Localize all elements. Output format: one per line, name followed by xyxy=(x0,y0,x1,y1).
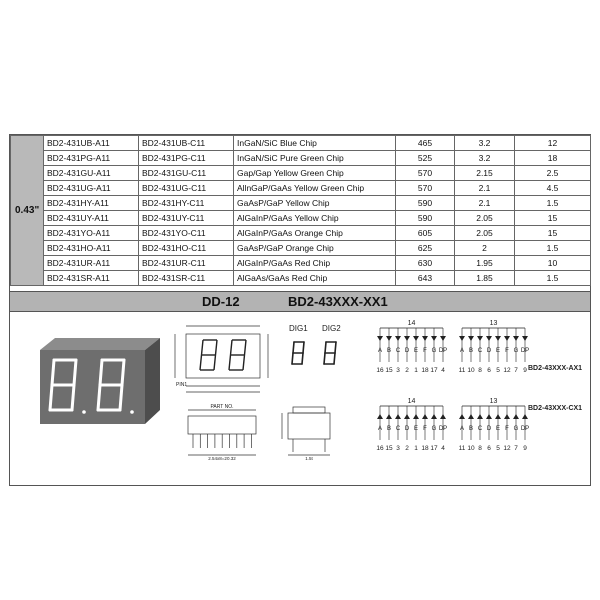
segment xyxy=(302,353,303,364)
segment xyxy=(52,360,54,385)
table-row xyxy=(11,271,591,286)
diode-symbol xyxy=(404,336,410,341)
segment xyxy=(202,340,204,355)
chip-material: AllnGaP/GaAs Yellow Green Chip xyxy=(234,181,396,196)
part-number-anode: BD2-431YO-A11 xyxy=(44,226,139,241)
segment-letter: E xyxy=(495,348,501,354)
segment xyxy=(216,340,218,355)
segment xyxy=(120,385,122,410)
intensity-cell: 1.5 xyxy=(515,241,591,256)
segment-letter: DP xyxy=(520,348,530,354)
diode-symbol xyxy=(513,336,519,341)
chip-material: AlGaAs/GaAs Red Chip xyxy=(234,271,396,286)
drawing-svg xyxy=(10,312,590,485)
pin-number: 1 xyxy=(414,367,418,374)
pin-number: 11 xyxy=(458,367,466,374)
forward-voltage-cell: 2.15 xyxy=(455,166,515,181)
segment-letter: B xyxy=(386,426,392,432)
pin-number: 10 xyxy=(467,445,475,452)
forward-voltage-cell: 1.95 xyxy=(455,256,515,271)
segment xyxy=(292,353,293,364)
forward-voltage-cell: 2.05 xyxy=(455,226,515,241)
segment-letter: G xyxy=(431,426,437,432)
intensity-cell: 2.5 xyxy=(515,166,591,181)
intensity-cell: 15 xyxy=(515,226,591,241)
side-view-drawing xyxy=(282,407,330,455)
segment xyxy=(324,353,325,364)
diode-symbol xyxy=(477,414,483,419)
wavelength-cell: 525 xyxy=(396,151,455,166)
diode-symbol xyxy=(431,336,437,341)
part-number-cathode: BD2-431PG-C11 xyxy=(139,151,234,166)
table-row xyxy=(11,181,591,196)
common-cathode-label: BD2-43XXX-CX1 xyxy=(528,405,583,412)
pin-number: 1 xyxy=(414,445,418,452)
pin-number: 2 xyxy=(405,367,409,374)
series-code: BD2-43XXX-XX1 xyxy=(288,294,388,309)
part-number-cathode: BD2-431UR-C11 xyxy=(139,256,234,271)
segment xyxy=(303,342,304,353)
decimal-point xyxy=(82,410,86,414)
segment-letter: C xyxy=(477,426,483,432)
thickness-dim: 1.5t xyxy=(305,456,313,461)
part-no-label: PART NO. xyxy=(210,404,234,410)
wavelength-cell: 570 xyxy=(396,166,455,181)
part-number-cathode: BD2-431HY-C11 xyxy=(139,196,234,211)
intensity-cell: 18 xyxy=(515,151,591,166)
segment-letter: E xyxy=(413,348,419,354)
diode-symbol xyxy=(440,336,446,341)
pin-number: 3 xyxy=(396,445,400,452)
segment xyxy=(334,353,335,364)
segment xyxy=(214,355,216,370)
intensity-cell: 1.5 xyxy=(515,271,591,286)
segment xyxy=(74,360,76,385)
segment xyxy=(122,360,124,385)
pitch-dim: 2.54x8=20.32 xyxy=(208,456,236,461)
pin-number: 6 xyxy=(487,367,491,374)
pin-number: 5 xyxy=(496,367,500,374)
segment-letter: D xyxy=(404,348,410,354)
segment-letter: G xyxy=(513,426,519,432)
forward-voltage-cell: 2.05 xyxy=(455,211,515,226)
part-number-cathode: BD2-431UG-C11 xyxy=(139,181,234,196)
segment xyxy=(98,385,100,410)
part-number-anode: BD2-431UY-A11 xyxy=(44,211,139,226)
segment-letter: DP xyxy=(438,348,448,354)
chip-material: AlGaInP/GaAs Red Chip xyxy=(234,256,396,271)
pin-number: 9 xyxy=(523,445,527,452)
forward-voltage-cell: 2.1 xyxy=(455,181,515,196)
pin-number: 12 xyxy=(503,367,511,374)
pin-number: 9 xyxy=(523,367,527,374)
diode-symbol xyxy=(431,414,437,419)
segment xyxy=(231,340,233,355)
table-row xyxy=(11,196,591,211)
wavelength-cell: 630 xyxy=(396,256,455,271)
segment-letter: C xyxy=(395,348,401,354)
wavelength-cell: 465 xyxy=(396,136,455,151)
pin-number: 7 xyxy=(514,367,518,374)
diode-symbol xyxy=(422,336,428,341)
part-number-cathode: BD2-431UB-C11 xyxy=(139,136,234,151)
chip-material: AlGaInP/GaAs Orange Chip xyxy=(234,226,396,241)
segment-letter: A xyxy=(377,348,383,354)
common-pin-label: 13 xyxy=(489,398,498,405)
diode-symbol xyxy=(468,336,474,341)
table-row xyxy=(11,226,591,241)
segment-letter: DP xyxy=(520,426,530,432)
segment-letter: F xyxy=(423,426,427,432)
pin-number: 15 xyxy=(385,367,393,374)
circuit-diagram xyxy=(376,398,447,452)
segment-letter: D xyxy=(404,426,410,432)
pin-number: 8 xyxy=(478,445,482,452)
diode-symbol xyxy=(413,336,419,341)
diode-symbol xyxy=(522,414,528,419)
segment-letter: B xyxy=(468,426,474,432)
common-pin-label: 14 xyxy=(407,398,416,405)
pin-number: 16 xyxy=(376,445,384,452)
pin-number: 18 xyxy=(421,367,429,374)
table-row xyxy=(11,136,591,151)
diode-symbol xyxy=(504,336,510,341)
common-pin-label: 13 xyxy=(489,320,498,327)
diode-symbol xyxy=(413,414,419,419)
diode-symbol xyxy=(504,414,510,419)
segment xyxy=(245,340,247,355)
chip-material: GaAsP/GaP Yellow Chip xyxy=(234,196,396,211)
pin-number: 2 xyxy=(405,445,409,452)
part-number-cathode: BD2-431UY-C11 xyxy=(139,211,234,226)
part-number-anode: BD2-431SR-A11 xyxy=(44,271,139,286)
part-number-cathode: BD2-431GU-C11 xyxy=(139,166,234,181)
circuit-diagrams xyxy=(376,320,529,452)
wavelength-cell: 590 xyxy=(396,196,455,211)
segment-letter: F xyxy=(423,348,427,354)
diode-symbol xyxy=(395,414,401,419)
diode-symbol xyxy=(404,414,410,419)
diode-symbol xyxy=(395,336,401,341)
table-row xyxy=(11,151,591,166)
diode-symbol xyxy=(486,336,492,341)
segment-letter: A xyxy=(459,426,465,432)
part-number-cathode: BD2-431SR-C11 xyxy=(139,271,234,286)
part-number-anode: BD2-431PG-A11 xyxy=(44,151,139,166)
circuit-diagram xyxy=(459,320,530,374)
part-number-anode: BD2-431UB-A11 xyxy=(44,136,139,151)
part-number-anode: BD2-431UG-A11 xyxy=(44,181,139,196)
diode-symbol xyxy=(495,336,501,341)
segment-letter: C xyxy=(395,426,401,432)
diode-symbol xyxy=(386,336,392,341)
common-pin-label: 14 xyxy=(407,320,416,327)
part-number-anode: BD2-431HO-A11 xyxy=(44,241,139,256)
segment-letter: D xyxy=(486,426,492,432)
pin-number: 6 xyxy=(487,445,491,452)
wavelength-cell: 570 xyxy=(396,181,455,196)
drawing-area xyxy=(10,312,590,485)
chip-material: Gap/Gap Yellow Green Chip xyxy=(234,166,396,181)
part-number-anode: BD2-431GU-A11 xyxy=(44,166,139,181)
wavelength-cell: 590 xyxy=(396,211,455,226)
pin-number: 8 xyxy=(478,367,482,374)
intensity-cell: 15 xyxy=(515,211,591,226)
pin-number: 17 xyxy=(430,367,438,374)
pin-number: 7 xyxy=(514,445,518,452)
segment-letter: F xyxy=(505,348,509,354)
segment xyxy=(72,385,74,410)
forward-voltage-cell: 3.2 xyxy=(455,151,515,166)
part-number-anode: BD2-431HY-A11 xyxy=(44,196,139,211)
segment-letter: G xyxy=(513,348,519,354)
diode-symbol xyxy=(486,414,492,419)
pin-number: 17 xyxy=(430,445,438,452)
diode-symbol xyxy=(522,336,528,341)
pin-number: 11 xyxy=(458,445,466,452)
segment-letter: D xyxy=(486,348,492,354)
pin-number: 12 xyxy=(503,445,511,452)
segment-letter: B xyxy=(468,348,474,354)
bottom-view-drawing xyxy=(188,410,256,455)
forward-voltage-cell: 2 xyxy=(455,241,515,256)
chip-material: InGaN/SiC Blue Chip xyxy=(234,136,396,151)
segment xyxy=(325,342,326,353)
segment-letter: DP xyxy=(438,426,448,432)
chip-material: InGaN/SiC Pure Green Chip xyxy=(234,151,396,166)
decimal-point xyxy=(130,410,134,414)
segment-letter: E xyxy=(413,426,419,432)
display-3d-render xyxy=(40,338,160,424)
pin-number: 18 xyxy=(421,445,429,452)
front-view-drawing xyxy=(175,326,268,392)
chip-material: AlGaInP/GaAs Yellow Chip xyxy=(234,211,396,226)
table-row xyxy=(11,256,591,271)
diode-symbol xyxy=(386,414,392,419)
table-row xyxy=(11,211,591,226)
segment-letter: G xyxy=(431,348,437,354)
diode-symbol xyxy=(377,336,383,341)
part-number-cathode: BD2-431YO-C11 xyxy=(139,226,234,241)
spec-table xyxy=(10,135,591,286)
diode-symbol xyxy=(513,414,519,419)
diode-symbol xyxy=(440,414,446,419)
diode-symbol xyxy=(459,414,465,419)
pin-number: 4 xyxy=(441,367,445,374)
forward-voltage-cell: 2.1 xyxy=(455,196,515,211)
forward-voltage-cell: 1.85 xyxy=(455,271,515,286)
segment-letter: A xyxy=(459,348,465,354)
segment-letter: F xyxy=(505,426,509,432)
dig2-label: DIG2 xyxy=(322,324,341,333)
diode-symbol xyxy=(422,414,428,419)
chip-material: GaAsP/GaP Orange Chip xyxy=(234,241,396,256)
package-code: DD-12 xyxy=(202,294,240,309)
segment xyxy=(100,360,102,385)
pin-number: 3 xyxy=(396,367,400,374)
digit-segment-map xyxy=(292,342,336,364)
wavelength-cell: 625 xyxy=(396,241,455,256)
segment-letter: A xyxy=(377,426,383,432)
diode-symbol xyxy=(468,414,474,419)
segment-letter: C xyxy=(477,348,483,354)
circuit-diagram xyxy=(459,398,530,452)
size-cell: 0.43" xyxy=(11,136,44,286)
dig1-label: DIG1 xyxy=(289,324,308,333)
wavelength-cell: 643 xyxy=(396,271,455,286)
segment xyxy=(200,355,202,370)
segment xyxy=(293,342,294,353)
package-band xyxy=(10,291,590,312)
pin-number: 5 xyxy=(496,445,500,452)
diode-symbol xyxy=(459,336,465,341)
pin-number: 15 xyxy=(385,445,393,452)
intensity-cell: 12 xyxy=(515,136,591,151)
intensity-cell: 4.5 xyxy=(515,181,591,196)
part-number-anode: BD2-431UR-A11 xyxy=(44,256,139,271)
datasheet-panel xyxy=(9,134,591,486)
diode-symbol xyxy=(377,414,383,419)
table-row xyxy=(11,241,591,256)
segment xyxy=(229,355,231,370)
common-anode-label: BD2-43XXX-AX1 xyxy=(528,365,583,372)
segment xyxy=(50,385,52,410)
pin-number: 4 xyxy=(441,445,445,452)
segment xyxy=(243,355,245,370)
segment xyxy=(335,342,336,353)
pin-number: 10 xyxy=(467,367,475,374)
intensity-cell: 10 xyxy=(515,256,591,271)
table-row xyxy=(11,166,591,181)
part-number-cathode: BD2-431HO-C11 xyxy=(139,241,234,256)
pin-number: 16 xyxy=(376,367,384,374)
wavelength-cell: 605 xyxy=(396,226,455,241)
segment-letter: B xyxy=(386,348,392,354)
diode-symbol xyxy=(477,336,483,341)
intensity-cell: 1.5 xyxy=(515,196,591,211)
diode-symbol xyxy=(495,414,501,419)
circuit-diagram xyxy=(376,320,447,374)
pin1-label: PIN1 xyxy=(176,382,188,388)
forward-voltage-cell: 3.2 xyxy=(455,136,515,151)
segment-letter: E xyxy=(495,426,501,432)
